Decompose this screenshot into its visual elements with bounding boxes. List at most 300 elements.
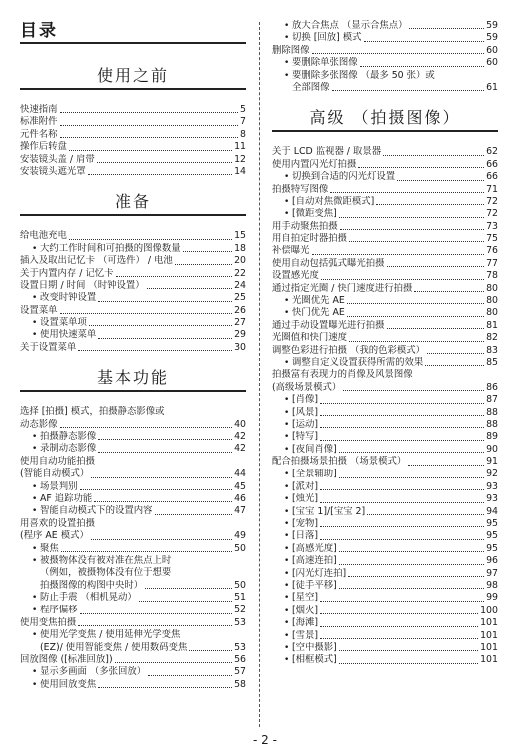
toc-entry[interactable] xyxy=(272,530,498,542)
toc-entry[interactable] xyxy=(272,70,498,82)
toc-list xyxy=(272,146,498,666)
dot-leader xyxy=(358,167,484,168)
toc-entry[interactable] xyxy=(20,654,246,666)
toc-entry-title: 配合拍摄场景拍摄 （场景模式） xyxy=(272,456,407,468)
dot-leader xyxy=(312,254,485,255)
section-heading: 基本功能 xyxy=(20,366,246,392)
dot-leader xyxy=(320,626,478,627)
toc-entry-title: 显示多画面 （多张回放） xyxy=(40,666,147,678)
bullet-icon: • xyxy=(284,444,290,455)
toc-entry-title: [夜间肖像] xyxy=(292,443,337,455)
toc-entry[interactable] xyxy=(272,419,498,431)
dot-leader xyxy=(60,137,239,138)
bullet-icon: • xyxy=(284,618,290,629)
toc-entry-page: 52 xyxy=(234,604,246,616)
dot-leader xyxy=(320,613,478,614)
dot-leader xyxy=(320,502,484,503)
toc-entry[interactable] xyxy=(20,443,246,455)
toc-entry-title: [星空] xyxy=(292,592,319,604)
toc-entry-title: [烛光] xyxy=(292,493,319,505)
toc-entry-page: 101 xyxy=(480,654,498,666)
toc-entry-page: 76 xyxy=(486,245,498,257)
toc-entry-title: 标准附件 xyxy=(20,116,58,128)
toc-entry-title: 要删除多张图像 （最多 50 张）或 xyxy=(292,69,435,81)
toc-entry[interactable] xyxy=(272,493,498,505)
dot-leader xyxy=(409,28,484,29)
toc-entry[interactable] xyxy=(272,642,498,654)
toc-entry-title: 设置日期 / 时间 （时钟设置） xyxy=(20,279,145,291)
toc-entry[interactable] xyxy=(272,555,498,567)
toc-entry[interactable] xyxy=(272,568,498,580)
toc-entry-page: 86 xyxy=(486,381,498,393)
dot-leader xyxy=(60,313,233,314)
toc-entry-title: [宝宝 1]/[宝宝 2] xyxy=(292,505,366,517)
toc-entry[interactable] xyxy=(20,280,246,292)
toc-entry[interactable] xyxy=(272,320,498,332)
toc-entry-page: 25 xyxy=(234,292,246,304)
toc-entry-page: 66 xyxy=(486,158,498,170)
toc-entry-title: （例如，被摄物体没有位于想要 xyxy=(40,567,172,579)
bullet-icon: • xyxy=(284,494,290,505)
toc-entry-title: 动态影像 xyxy=(20,418,58,430)
toc-entry-title: [自动对焦微距模式] xyxy=(292,195,375,207)
toc-entry-title: [高速连拍] xyxy=(292,555,337,567)
dot-leader xyxy=(360,66,484,67)
toc-entry-title: [肖像] xyxy=(292,394,319,406)
dot-leader xyxy=(94,501,232,502)
dot-leader xyxy=(339,650,478,651)
toc-entry-title: (高级场景模式） xyxy=(272,381,342,393)
toc-entry-title: 光圈优先 AE xyxy=(292,295,345,307)
bullet-icon: • xyxy=(32,444,38,455)
toc-entry-title: 场景判别 xyxy=(40,480,78,492)
toc-entry[interactable] xyxy=(272,357,498,369)
toc-entry-title: 使用回放变焦 xyxy=(40,678,97,690)
toc-entry[interactable] xyxy=(272,543,498,555)
bullet-icon: • xyxy=(284,519,290,530)
toc-entry-title: 被摄物体没有被对准在焦点上时 xyxy=(40,554,172,566)
bullet-icon: • xyxy=(32,593,38,604)
dot-leader xyxy=(347,303,484,304)
toc-entry-page: 7 xyxy=(240,116,246,128)
dot-leader xyxy=(320,526,484,527)
toc-entry-title: (智能自动模式） xyxy=(20,468,90,480)
toc-entry[interactable] xyxy=(20,431,246,443)
toc-entry[interactable] xyxy=(272,444,498,456)
toc-entry-title: 改变时钟设置 xyxy=(40,292,97,304)
toc-entry[interactable] xyxy=(20,605,246,617)
toc-entry[interactable] xyxy=(272,221,498,233)
toc-entry[interactable] xyxy=(272,345,498,357)
toc-entry[interactable] xyxy=(272,20,498,32)
bullet-icon: • xyxy=(32,543,38,554)
toc-entry[interactable] xyxy=(20,317,246,329)
toc-entry-page: 83 xyxy=(486,344,498,356)
toc-entry-title: 使用快速菜单 xyxy=(40,329,97,341)
dot-leader xyxy=(78,625,232,626)
toc-entry-page: 60 xyxy=(486,44,498,56)
bullet-icon: • xyxy=(284,296,290,307)
toc-entry-page: 27 xyxy=(234,317,246,329)
bullet-icon: • xyxy=(284,469,290,480)
toc-entry[interactable] xyxy=(272,57,498,69)
dot-leader xyxy=(97,162,232,163)
toc-entry[interactable] xyxy=(272,481,498,493)
toc-entry[interactable] xyxy=(20,342,246,354)
dot-leader xyxy=(89,325,232,326)
bullet-icon: • xyxy=(284,33,290,44)
toc-entry[interactable] xyxy=(20,243,246,255)
toc-entry-page: 85 xyxy=(486,356,498,368)
toc-entry-title: [全景辅助] xyxy=(292,468,337,480)
toc-entry-page: 20 xyxy=(234,255,246,267)
toc-entry-title: [派对] xyxy=(292,480,319,492)
toc-entry[interactable] xyxy=(20,481,246,493)
toc-entry[interactable] xyxy=(20,567,246,579)
toc-entry-title: 用喜欢的设置拍摄 xyxy=(20,517,96,529)
toc-entry-page: 94 xyxy=(486,505,498,517)
dot-leader xyxy=(88,174,232,175)
toc-entry[interactable] xyxy=(20,230,246,242)
toc-entry[interactable] xyxy=(20,530,246,542)
toc-entry-title: 关于 LCD 监视器 / 取景器 xyxy=(272,146,382,158)
section-heading: 使用之前 xyxy=(20,64,246,90)
toc-entry[interactable] xyxy=(272,394,498,406)
toc-entry-page: 5 xyxy=(240,104,246,115)
toc-entry-title: 拍摄图像的构图中央时） xyxy=(40,579,144,591)
toc-entry[interactable] xyxy=(272,431,498,443)
toc-entry-page: 58 xyxy=(234,678,246,690)
dot-leader xyxy=(98,439,232,440)
toc-entry[interactable] xyxy=(20,617,246,629)
toc-entry[interactable] xyxy=(272,208,498,220)
toc-entry-page: 50 xyxy=(234,542,246,554)
toc-entry[interactable] xyxy=(20,555,246,567)
dot-leader xyxy=(367,514,484,515)
toc-entry[interactable] xyxy=(272,382,498,394)
dot-leader xyxy=(320,638,478,639)
toc-entry-page: 101 xyxy=(480,641,498,653)
toc-entry-title: 操作后转盘 xyxy=(20,141,67,153)
toc-entry-page: 49 xyxy=(234,530,246,542)
toc-entry-title: 使用内置闪光灯拍摄 xyxy=(272,158,357,170)
toc-entry-title: 插入及取出记忆卡 （可选件） / 电池 xyxy=(20,255,173,267)
bullet-icon: • xyxy=(284,209,290,220)
toc-entry[interactable] xyxy=(272,196,498,208)
dot-leader xyxy=(69,150,232,151)
dot-leader xyxy=(91,477,232,478)
toc-entry-title: 元件名称 xyxy=(20,128,58,140)
toc-entry-page: 61 xyxy=(486,81,498,93)
toc-entry[interactable] xyxy=(272,369,498,381)
dot-leader xyxy=(339,588,484,589)
toc-entry[interactable] xyxy=(272,184,498,196)
toc-entry[interactable] xyxy=(20,518,246,530)
dot-leader xyxy=(349,341,484,342)
toc-entry-title: [雪景] xyxy=(292,629,319,641)
toc-entry[interactable] xyxy=(20,505,246,517)
toc-entry[interactable] xyxy=(20,116,246,128)
toc-entry-title: 补偿曝光 xyxy=(272,245,310,257)
bullet-icon: • xyxy=(284,630,290,641)
bullet-icon: • xyxy=(284,58,290,69)
dot-leader xyxy=(387,328,485,329)
toc-entry[interactable] xyxy=(272,295,498,307)
dot-leader xyxy=(91,539,232,540)
toc-entry-page: 100 xyxy=(480,604,498,616)
dot-leader xyxy=(320,403,484,404)
bullet-icon: • xyxy=(284,172,290,183)
toc-entry-title: 全部图像 xyxy=(292,81,330,93)
toc-entry[interactable] xyxy=(20,543,246,555)
bullet-icon: • xyxy=(284,568,290,579)
dot-leader xyxy=(155,514,233,515)
toc-entry-page: 87 xyxy=(486,394,498,406)
toc-entry[interactable] xyxy=(272,82,498,94)
toc-entry[interactable] xyxy=(20,419,246,431)
toc-entry-title: 设置菜单项 xyxy=(40,317,87,329)
toc-entry-page: 78 xyxy=(486,270,498,282)
toc-entry-page: 75 xyxy=(486,233,498,245)
toc-entry-title: 调整自定义设置获得所需的效果 xyxy=(292,356,424,368)
dot-leader xyxy=(183,251,232,252)
bullet-icon: • xyxy=(284,70,290,81)
toc-entry-page: 60 xyxy=(486,57,498,69)
dot-leader xyxy=(364,41,485,42)
toc-entry[interactable] xyxy=(20,166,246,178)
column-divider xyxy=(259,22,260,727)
toc-entry[interactable] xyxy=(272,45,498,57)
toc-entry-title: 关于内置内存 / 记忆卡 xyxy=(20,267,114,279)
toc-entry[interactable] xyxy=(272,332,498,344)
toc-entry-title: 使用变焦拍摄 xyxy=(20,616,77,628)
toc-entry-page: 40 xyxy=(234,418,246,430)
toc-entry[interactable] xyxy=(20,493,246,505)
toc-entry[interactable] xyxy=(20,305,246,317)
toc-entry[interactable] xyxy=(20,629,246,641)
left-sections xyxy=(20,64,246,691)
toc-entry-page: 50 xyxy=(234,579,246,591)
toc-entry-page: 46 xyxy=(234,492,246,504)
bullet-icon: • xyxy=(284,506,290,517)
toc-entry[interactable] xyxy=(272,592,498,604)
toc-entry[interactable] xyxy=(272,518,498,530)
toc-entry-title: 设置感光度 xyxy=(272,270,319,282)
bullet-icon: • xyxy=(32,630,38,641)
toc-entry-page: 97 xyxy=(486,567,498,579)
toc-entry-title: 回放图像 ([标准回放]) xyxy=(20,654,113,666)
toc-entry-page: 73 xyxy=(486,220,498,232)
toc-entry-page: 88 xyxy=(486,406,498,418)
bullet-icon: • xyxy=(32,667,38,678)
toc-entry[interactable] xyxy=(20,268,246,280)
toc-entry-page: 26 xyxy=(234,304,246,316)
toc-entry[interactable] xyxy=(20,154,246,166)
toc-entry-page: 66 xyxy=(486,171,498,183)
toc-entry-title: 聚焦 xyxy=(40,542,59,554)
toc-entry[interactable] xyxy=(272,270,498,282)
toc-entry-page: 14 xyxy=(234,165,246,177)
toc-entry[interactable] xyxy=(272,146,498,158)
dot-leader xyxy=(60,112,239,113)
toc-entry-title: 大约工作时间和可拍摄的图像数量 xyxy=(40,242,181,254)
toc-entry-page: 71 xyxy=(486,183,498,195)
bullet-icon: • xyxy=(32,432,38,443)
toc-entry-title: 光圈值和快门速度 xyxy=(272,332,348,344)
dot-leader xyxy=(115,662,232,663)
toc-entry-page: 12 xyxy=(234,153,246,165)
bullet-icon: • xyxy=(284,605,290,616)
toc-entry-page: 99 xyxy=(486,592,498,604)
toc-entry-title: 使用自动功能拍摄 xyxy=(20,455,96,467)
toc-entry-title: 录制动态影像 xyxy=(40,443,97,455)
toc-entry-title: 删除图像 xyxy=(272,44,310,56)
toc-entry[interactable] xyxy=(20,456,246,468)
toc-entry-title: [运动] xyxy=(292,418,319,430)
bullet-icon: • xyxy=(284,308,290,319)
dot-leader xyxy=(312,53,485,54)
toc-entry-page: 42 xyxy=(234,431,246,443)
toc-entry-title: [微距变焦] xyxy=(292,208,337,220)
toc-entry[interactable] xyxy=(20,104,246,116)
bullet-icon: • xyxy=(284,655,290,666)
toc-entry-page: 93 xyxy=(486,480,498,492)
right-sections xyxy=(272,106,498,666)
toc-entry-page: 95 xyxy=(486,518,498,530)
toc-entry[interactable] xyxy=(272,456,498,468)
toc-entry-page: 98 xyxy=(486,580,498,591)
toc-entry[interactable] xyxy=(20,255,246,267)
toc-entry[interactable] xyxy=(272,506,498,518)
dot-leader xyxy=(330,192,484,193)
toc-entry-title: 程序偏移 xyxy=(40,604,78,616)
toc-entry[interactable] xyxy=(272,159,498,171)
bullet-icon: • xyxy=(284,419,290,430)
toc-entry[interactable] xyxy=(272,407,498,419)
toc-entry[interactable] xyxy=(20,580,246,592)
bullet-icon: • xyxy=(32,318,38,329)
toc-right-column xyxy=(272,20,498,679)
toc-entry[interactable] xyxy=(272,245,498,257)
toc-entry-title: 通过手动设置曝光进行拍摄 xyxy=(272,319,385,331)
dot-leader xyxy=(321,279,484,280)
toc-entry-page: 44 xyxy=(234,468,246,480)
dot-leader xyxy=(139,601,232,602)
dot-leader xyxy=(387,266,485,267)
dot-leader xyxy=(340,229,484,230)
toc-entry[interactable] xyxy=(20,141,246,153)
toc-entry[interactable] xyxy=(272,630,498,642)
dot-leader xyxy=(320,427,484,428)
toc-entry-title: 使用自动包括弧式曝光拍摄 xyxy=(272,257,385,269)
toc-entry[interactable] xyxy=(20,592,246,604)
toc-entry-page: 29 xyxy=(234,329,246,341)
bullet-icon: • xyxy=(32,293,38,304)
dot-leader xyxy=(339,217,484,218)
toc-entry[interactable] xyxy=(272,171,498,183)
dot-leader xyxy=(98,301,232,302)
toc-entry[interactable] xyxy=(272,605,498,617)
toc-entry-page: 59 xyxy=(486,32,498,44)
toc-entry-page: 45 xyxy=(234,480,246,492)
dot-leader xyxy=(61,551,232,552)
toc-entry[interactable] xyxy=(272,233,498,245)
toc-entry-title: 快速指南 xyxy=(20,104,58,115)
toc-entry-title: 智能自动模式下的设置内容 xyxy=(40,505,153,517)
bullet-icon: • xyxy=(284,581,290,591)
toc-entry[interactable] xyxy=(272,283,498,295)
dot-leader xyxy=(397,180,484,181)
toc-entry-title: 使用光学变焦 / 使用延伸光学变焦 xyxy=(40,629,181,641)
toc-entry-page: 91 xyxy=(486,456,498,468)
bullet-icon: • xyxy=(284,432,290,443)
toc-entry[interactable] xyxy=(20,129,246,141)
toc-entry-title: (程序 AE 模式） xyxy=(20,530,89,542)
toc-entry[interactable] xyxy=(20,406,246,418)
toc-entry-title: [烟火] xyxy=(292,604,319,616)
bullet-icon: • xyxy=(284,196,290,207)
toc-entry-page: 89 xyxy=(486,431,498,443)
toc-entry[interactable] xyxy=(272,580,498,592)
toc-entry-page: 8 xyxy=(240,128,246,140)
dot-leader xyxy=(60,125,239,126)
dot-leader xyxy=(339,477,484,478)
toc-entry-title: 快门优先 AE xyxy=(292,307,345,319)
toc-entry-title: 放大合焦点 （显示合焦点） xyxy=(292,20,408,31)
bullet-icon: • xyxy=(32,506,38,517)
toc-entry-title: [特写] xyxy=(292,431,319,443)
bullet-icon: • xyxy=(284,481,290,492)
dot-leader xyxy=(320,539,484,540)
toc-entry-title: 切换 [回放] 模式 xyxy=(292,32,362,44)
dot-leader xyxy=(332,90,485,91)
bullet-icon: • xyxy=(32,481,38,492)
toc-entry[interactable] xyxy=(20,292,246,304)
toc-entry[interactable] xyxy=(272,654,498,666)
dot-leader xyxy=(339,663,478,664)
toc-entry[interactable] xyxy=(272,258,498,270)
toc-entry[interactable] xyxy=(20,679,246,691)
dot-leader xyxy=(147,288,232,289)
dot-leader xyxy=(98,687,232,688)
continued-list xyxy=(272,20,498,94)
toc-entry-page: 72 xyxy=(486,195,498,207)
dot-leader xyxy=(320,601,484,602)
dot-leader xyxy=(408,465,484,466)
toc-entry[interactable] xyxy=(272,307,498,319)
toc-entry[interactable] xyxy=(20,666,246,678)
toc-entry-page: 42 xyxy=(234,443,246,455)
dot-leader xyxy=(347,316,484,317)
bullet-icon: • xyxy=(32,555,38,566)
toc-entry-page: 24 xyxy=(234,279,246,291)
toc-entry[interactable] xyxy=(272,617,498,629)
toc-entry-page: 80 xyxy=(486,295,498,307)
toc-entry-page: 80 xyxy=(486,282,498,294)
toc-entry[interactable] xyxy=(20,329,246,341)
toc-entry[interactable] xyxy=(272,32,498,44)
toc-entry-page: 95 xyxy=(486,530,498,542)
toc-entry[interactable] xyxy=(20,468,246,480)
bullet-icon: • xyxy=(32,605,38,616)
toc-entry[interactable] xyxy=(20,642,246,654)
toc-list xyxy=(20,230,246,354)
dot-leader xyxy=(98,452,232,453)
dot-leader xyxy=(145,588,232,589)
dot-leader xyxy=(60,427,233,428)
toc-entry[interactable] xyxy=(272,469,498,481)
bullet-icon: • xyxy=(32,243,38,254)
